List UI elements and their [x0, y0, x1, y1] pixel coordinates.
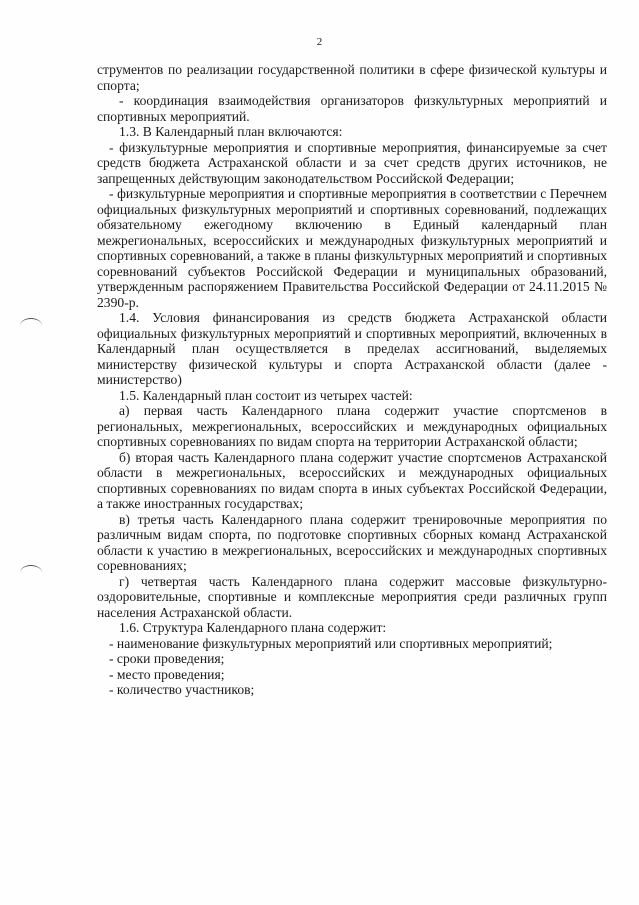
paragraph-financed-events: - физкультурные мероприятия и спортивные мероприятия, финансируемые за счет средств бюджета Астраханской области и за счет средств других источников, не запрещенных действующим законодательством Российской Федерации; [97, 139, 607, 186]
section-1-5-heading: 1.5. Календарный план состоит из четырех частей: [119, 387, 413, 403]
part-d: г) четвертая часть Календарного плана содержит массовые физкультурно-оздоровительные, спортивные и комплексные мероприятия среди различных групп населения Астраханской области. [97, 573, 607, 620]
structure-item-participants: - количество участников; [109, 682, 255, 697]
document-body [97, 62, 607, 698]
structure-item-place: - место проведения; [109, 666, 225, 682]
paragraph-continuation: струментов по реализации государственной политики в сфере физической культуры и спорта; [97, 62, 607, 93]
page-number: 2 [316, 36, 323, 48]
paragraph-coordination: - координация взаимодействия организаторов физкультурных мероприятий и спортивных мероприятий. [97, 93, 607, 124]
binder-hole-mark [20, 318, 42, 333]
section-1-6-heading: 1.6. Структура Календарного плана содержит: [119, 620, 387, 635]
part-a: а) первая часть Календарного плана содержит участие спортсменов в региональных, межрегиональных, всероссийских и международных официальных спортивных соревнованиях по видам спорта на территории Астраханской области; [97, 403, 607, 449]
section-1-3-heading: 1.3. В Календарный план включаются: [119, 124, 343, 139]
part-b: б) вторая часть Календарного плана содержит участие спортсменов Астраханской области в межрегиональных, всероссийских и международных официальных спортивных соревнованиях по видам спорта в иных субъектах Российской Федерации, а также иностранных государствах; [97, 449, 607, 511]
paragraph-official-list: - физкультурные мероприятия и спортивные мероприятия в соответствии с Перечнем официальных физкультурных мероприятий и спортивных соревнований, подлежащих обязательному ежегодному включению в Единый календарный план межрегиональных, всероссийских и международных физкультурных мероприятий и спортивных соревнований, а также в планы физкультурных мероприятий и спортивных соревнований субъектов Российской Федерации и муниципальных образований, утвержденным распоряжением Правительства Российской Федерации от 24.11.2015 № 2390-р. [97, 186, 607, 310]
structure-item-name: - наименование физкультурных мероприятий или спортивных мероприятий; [109, 635, 553, 651]
section-1-4: 1.4. Условия финансирования из средств бюджета Астраханской области официальных физкультурных мероприятий и спортивных мероприятий, включенных в Календарный план осуществляется в пределах ассигнований, выделяемых министерству физической культуры и спорта Астраханской области (далее - министерство) [97, 310, 607, 387]
part-c: в) третья часть Календарного плана содержит тренировочные мероприятия по различным видам спорта, по подготовке спортивных сборных команд Астраханской области к участию в межрегиональных, всероссийских и международных спортивных соревнованиях; [97, 511, 607, 573]
structure-item-dates: - сроки проведения; [109, 651, 225, 666]
binder-hole-mark [20, 565, 42, 580]
